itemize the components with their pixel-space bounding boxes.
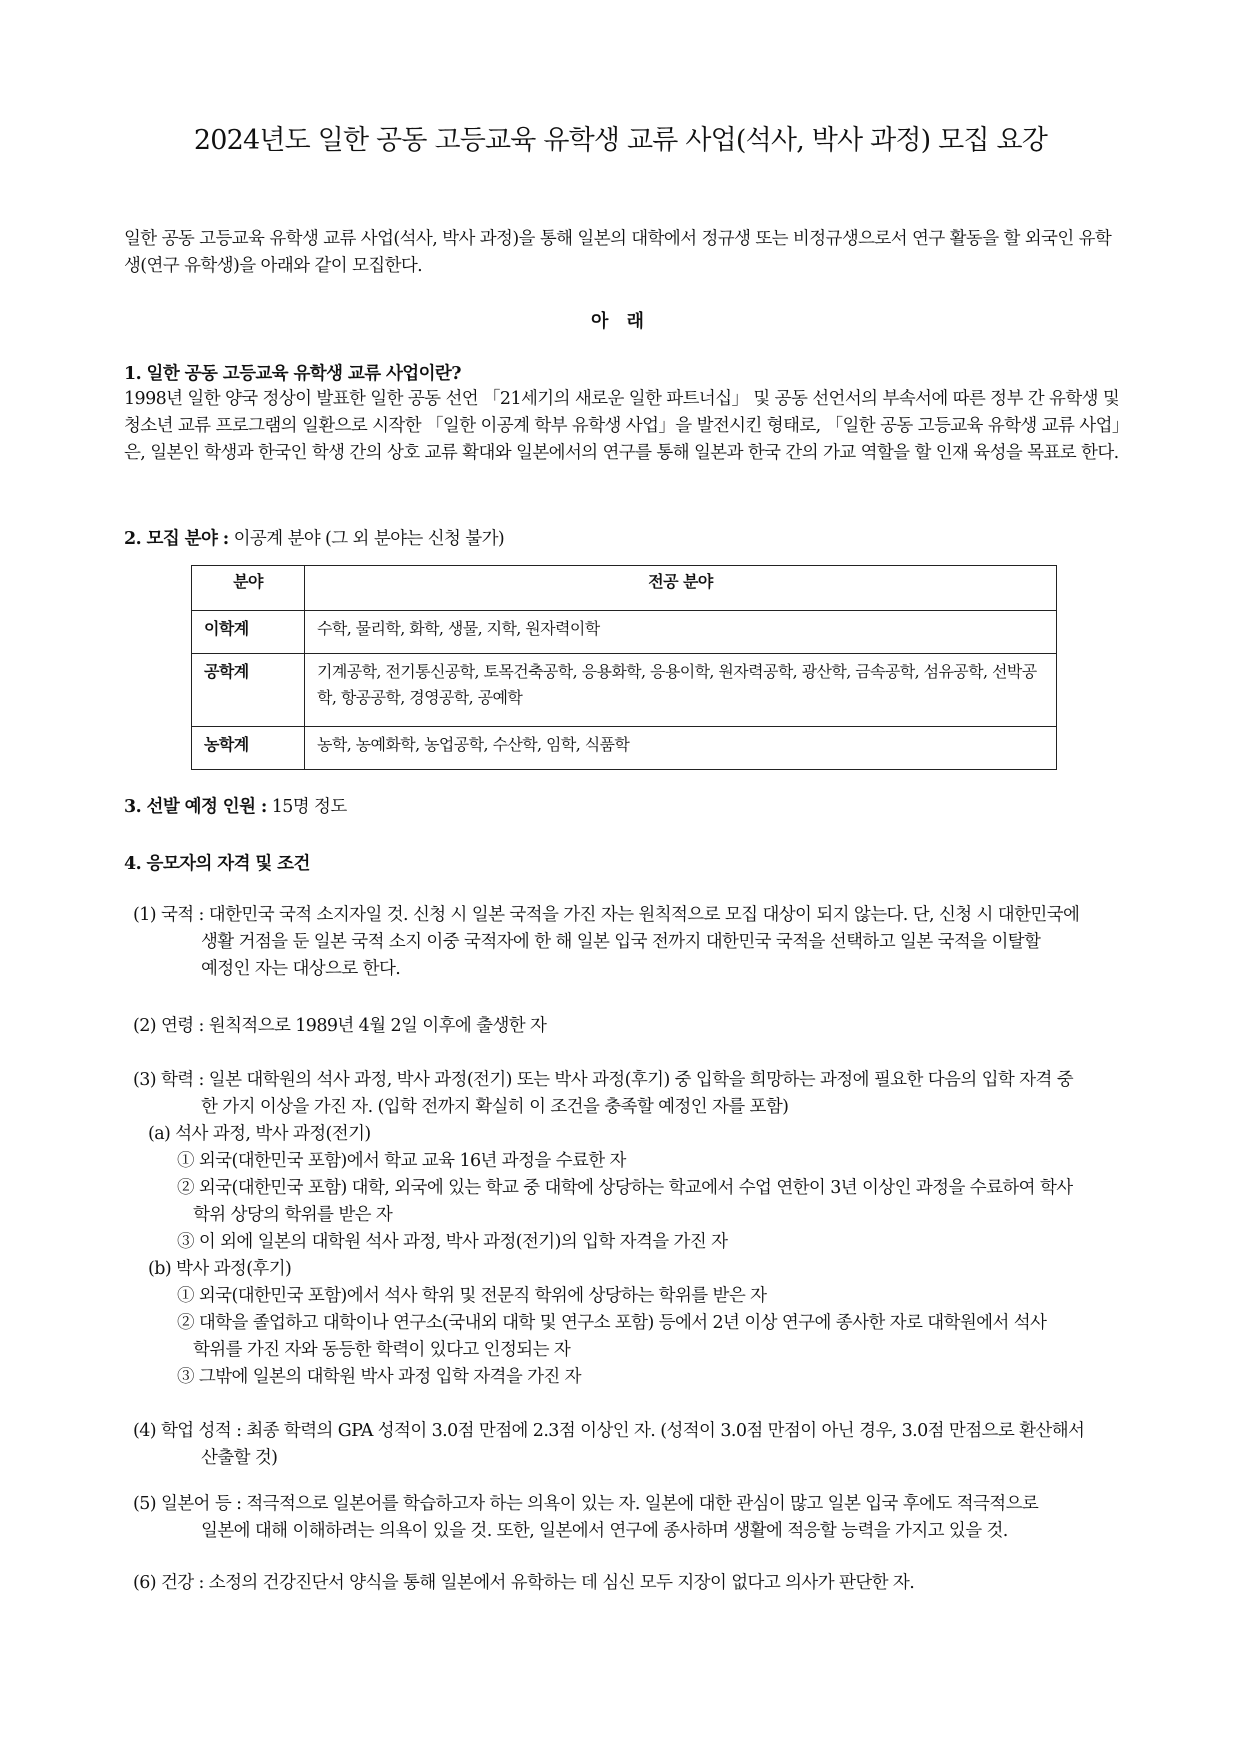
section-2-label: 2. 모집 분야 : bbox=[124, 529, 229, 549]
section-3-value: 15명 정도 bbox=[266, 797, 347, 817]
table-row bbox=[192, 727, 1057, 770]
education-a-1: ① 외국(대한민국 포함)에서 학교 교육 16년 과정을 수료한 자 bbox=[177, 1151, 626, 1171]
education-line-1: (3) 학력 : 일본 대학원의 석사 과정, 박사 과정(전기) 또는 박사 과정(후기) 중 입학을 희망하는 과정에 필요한 다음의 입학 자격 중 bbox=[133, 1070, 1074, 1090]
section-1-heading: 1. 일한 공동 고등교육 유학생 교류 사업이란? bbox=[124, 364, 461, 384]
japanese-line-1: (5) 일본어 등 : 적극적으로 일본어를 학습하고자 하는 의욕이 있는 자. 일본에 대한 관심이 많고 일본 입국 후에도 적극적으로 bbox=[133, 1494, 1039, 1514]
document-title: 2024년도 일한 공동 고등교육 유학생 교류 사업(석사, 박사 과정) 모집 요강 bbox=[193, 125, 1048, 156]
gpa-line-2: 산출할 것) bbox=[201, 1448, 278, 1468]
intro-paragraph: 일한 공동 고등교육 유학생 교류 사업(석사, 박사 과정)을 통해 일본의 대학에서 정규생 또는 비정규생으로서 연구 활동을 할 외국인 유학생(연구 유학생)을 아래와 같이 모집한다. bbox=[124, 229, 1112, 276]
nationality-line-3: 예정인 자는 대상으로 한다. bbox=[201, 959, 401, 979]
table-cell-majors: 기계공학, 전기통신공학, 토목건축공학, 응용화학, 응용이학, 원자력공학, 광산학, 금속공학, 섬유공학, 선박공학, 항공공학, 경영공학, 공예학 bbox=[305, 654, 1057, 727]
gpa-line-1: (4) 학업 성적 : 최종 학력의 GPA 성적이 3.0점 만점에 2.3점 이상인 자. (성적이 3.0점 만점이 아닌 경우, 3.0점 만점으로 환산해서 bbox=[133, 1421, 1085, 1441]
japanese-item bbox=[133, 1491, 1123, 1545]
education-sub-b: (b) 박사 과정(후기) bbox=[148, 1259, 292, 1279]
education-a-2-line-2: 학위 상당의 학위를 받은 자 bbox=[193, 1205, 393, 1225]
table-row bbox=[192, 654, 1057, 727]
education-a-3: ③ 이 외에 일본의 대학원 석사 과정, 박사 과정(전기)의 입학 자격을 가진 자 bbox=[177, 1232, 728, 1252]
education-b-2-line-2: 학위를 가진 자와 동등한 학력이 있다고 인정되는 자 bbox=[193, 1340, 571, 1360]
nationality-line-1: (1) 국적 : 대한민국 국적 소지자일 것. 신청 시 일본 국적을 가진 자는 원칙적으로 모집 대상이 되지 않는다. 단, 신청 시 대한민국에 bbox=[133, 905, 1080, 925]
japanese-line-2: 일본에 대해 이해하려는 의욕이 있을 것. 또한, 일본에서 연구에 종사하며 생활에 적응할 능력을 가지고 있을 것. bbox=[201, 1521, 1008, 1541]
nationality-item bbox=[133, 902, 1123, 983]
nationality-line-2: 생활 거점을 둔 일본 국적 소지 이중 국적자에 한 해 일본 입국 전까지 대한민국 국적을 선택하고 일본 국적을 이탈할 bbox=[201, 932, 1041, 952]
table-header-majors: 전공 분야 bbox=[305, 566, 1057, 611]
table-cell-category: 농학계 bbox=[192, 727, 305, 770]
table-header-row bbox=[192, 566, 1057, 611]
education-a-2-line-1: ② 외국(대한민국 포함) 대학, 외국에 있는 학교 중 대학에 상당하는 학교에서 수업 연한이 3년 이상인 과정을 수료하여 학사 bbox=[177, 1178, 1073, 1198]
table-cell-category: 공학계 bbox=[192, 654, 305, 727]
age-item: (2) 연령 : 원칙적으로 1989년 4월 2일 이후에 출생한 자 bbox=[133, 1016, 547, 1036]
table-cell-majors: 농학, 농예화학, 농업공학, 수산학, 임학, 식품학 bbox=[305, 727, 1057, 770]
table-header-field: 분야 bbox=[192, 566, 305, 611]
education-line-2: 한 가지 이상을 가진 자. (입학 전까지 확실히 이 조건을 충족할 예정인 자를 포함) bbox=[201, 1097, 789, 1117]
education-sub-a: (a) 석사 과정, 박사 과정(전기) bbox=[148, 1124, 371, 1144]
table-cell-majors: 수학, 물리학, 화학, 생물, 지학, 원자력이학 bbox=[305, 611, 1057, 654]
health-item: (6) 건강 : 소정의 건강진단서 양식을 통해 일본에서 유학하는 데 심신 모두 지장이 없다고 의사가 판단한 자. bbox=[133, 1573, 915, 1593]
education-b-2 bbox=[177, 1310, 1123, 1364]
section-2-heading bbox=[124, 525, 504, 550]
below-marker: 아 래 bbox=[590, 311, 651, 332]
section-3-label: 3. 선발 예정 인원 : bbox=[124, 797, 267, 817]
education-b-2-line-1: ② 대학을 졸업하고 대학이나 연구소(국내외 대학 및 연구소 포함) 등에서 2년 이상 연구에 종사한 자로 대학원에서 석사 bbox=[177, 1313, 1047, 1333]
table-row bbox=[192, 611, 1057, 654]
gpa-item bbox=[133, 1418, 1123, 1472]
section-4-heading: 4. 응모자의 자격 및 조건 bbox=[124, 854, 310, 874]
education-b-1: ① 외국(대한민국 포함)에서 석사 학위 및 전문직 학위에 상당하는 학위를 받은 자 bbox=[177, 1286, 767, 1306]
education-a-2 bbox=[177, 1175, 1123, 1229]
majors-table bbox=[191, 565, 1057, 770]
section-1-body: 1998년 일한 양국 정상이 발표한 일한 공동 선언 「21세기의 새로운 일한 파트너십」 및 공동 선언서의 부속서에 따른 정부 간 유학생 및 청소년 교류 프로그램의 일환으로 시작한 「일한 이공계 학부 유학생 사업」을 발전시킨 형태로, 「일한 공동 고등교육 유학생 교류 사업」은, 일본인 학생과 한국인 학생 간의 상호 교류 확대와 일본에서의 연구를 통해 일본과 한국 간의 가교 역할을 할 인재 육성을 목표로 한다. bbox=[124, 389, 1121, 463]
section-2-value: 이공계 분야 (그 외 분야는 신청 불가) bbox=[228, 529, 505, 549]
table-cell-category: 이학계 bbox=[192, 611, 305, 654]
education-b-3: ③ 그밖에 일본의 대학원 박사 과정 입학 자격을 가진 자 bbox=[177, 1367, 581, 1387]
section-3-heading bbox=[124, 793, 347, 818]
education-item bbox=[133, 1067, 1123, 1121]
